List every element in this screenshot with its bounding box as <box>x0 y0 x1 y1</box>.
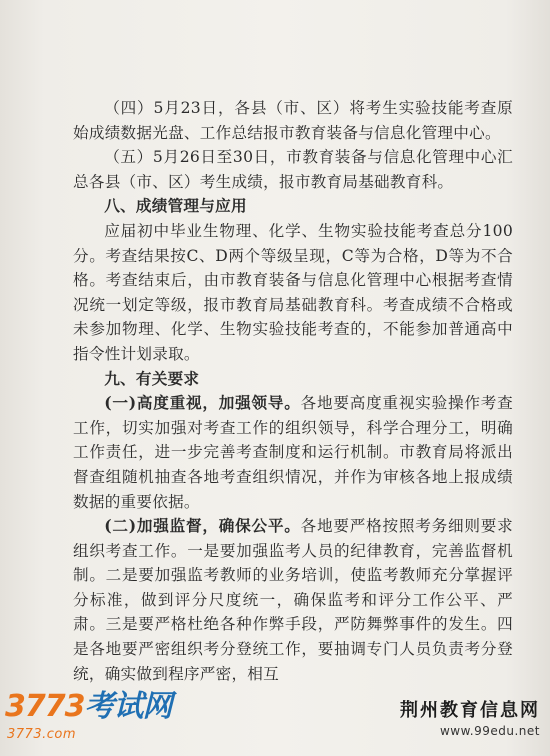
requirement-1-lead: (一)高度重视，加强领导。 <box>104 393 301 413</box>
paragraph-5: （五）5月26日至30日，市教育装备与信息化管理中心汇总各县（市、区）考生成绩，报市教育局基础教育科。 <box>73 148 513 191</box>
paragraph-score-management: 应届初中毕业生物理、化学、生物实验技能考查总分100分。考查结果按C、D两个等级呈现，C等为合格，D等为不合格。考查结束后，由市教育装备与信息化管理中心根据考查情况统一划定等级，报市教育局基础教育科。考查成绩不合格或未参加物理、化学、生物实验技能考查的，不能参加普通高中指令性计划录取。 <box>73 221 513 363</box>
logo-wordmark <box>5 690 172 724</box>
watermark-site <box>390 700 540 750</box>
section-heading-9: 九、有关要求 <box>104 369 200 388</box>
requirement-2-text: 各地要严格按照考务细则要求组织考查工作。一是要加强监考人员的纪律教育，完善监督机制。二是要加强监考教师的业务培训，使监考教师充分掌握评分标准，做到评分尺度统一，确保监考和评分工作公平、严肃。三是要严格杜绝各种作弊手段，严防舞弊事件的发生。四是各地要严密组织考分登统工作，要抽调专门人员负责考分登统，确实做到程序严密，相互 <box>73 517 513 683</box>
paragraph-4: （四）5月23日，各县（市、区）将考生实验技能考查原始成绩数据光盘、工作总结报市教育装备与信息化管理中心。 <box>73 99 513 142</box>
site-url: www.99edu.net <box>439 724 540 738</box>
logo-number: 3773 <box>5 689 85 724</box>
watermark-3773-logo <box>5 690 175 750</box>
logo-word: 考试网 <box>84 689 172 724</box>
paragraph-requirement-2 <box>73 514 513 686</box>
requirement-2-lead: (二)加强监督，确保公平。 <box>104 516 301 536</box>
site-name: 荆州教育信息网 <box>400 700 540 721</box>
paragraph-requirement-1 <box>73 391 513 514</box>
requirement-1-text: 各地要高度重视实验操作考查工作，切实加强对考查工作的组织领导，科学合理分工，明确工作责任，进一步完善考查制度和运行机制。市教育局将派出督查组随机抽查各地考查组织情况，并作为审核各地上报成绩数据的重要依据。 <box>73 394 513 511</box>
logo-url: 3773.com <box>7 727 76 742</box>
document-body <box>73 96 513 686</box>
section-heading-8: 八、成绩管理与应用 <box>104 197 247 216</box>
